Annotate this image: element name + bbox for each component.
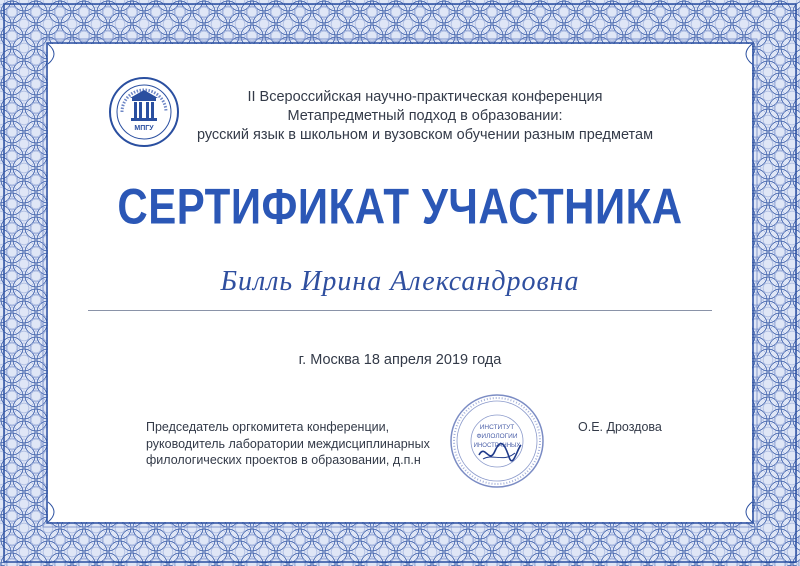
name-underline (88, 310, 712, 311)
chair-line-2: руководитель лаборатории междисциплинарных (146, 436, 430, 451)
round-seal-icon (449, 393, 545, 489)
seal-line-2: ФИЛОЛОГИИ (476, 433, 518, 440)
chair-line-1: Председатель оргкомитета конференции, (146, 420, 390, 434)
conference-line-2: Метапредметный подход в образовании: (287, 108, 563, 124)
signer-name: О.Е. Дроздова (578, 420, 662, 434)
seal-line-3: ИНОСТРАННЫХ (473, 443, 521, 449)
logo-caption: МПГУ (134, 125, 154, 132)
certificate-title: СЕРТИФИКАТ УЧАСТНИКА (117, 178, 683, 235)
participant-name: Билль Ирина Александровна (220, 266, 580, 297)
conference-heading (190, 88, 660, 145)
conference-line-1: II Всероссийская научно-практическая конференция (247, 89, 603, 105)
university-emblem-icon (108, 76, 180, 148)
place-date: г. Москва 18 апреля 2019 года (298, 352, 502, 368)
chair-line-3: филологических проектов в образовании, д.п.н (146, 453, 421, 467)
seal-line-1: ИНСТИТУТ (479, 424, 515, 431)
conference-line-3: русский язык в школьном и вузовском обучении разным предметам (196, 127, 654, 143)
chair-position (146, 419, 430, 469)
